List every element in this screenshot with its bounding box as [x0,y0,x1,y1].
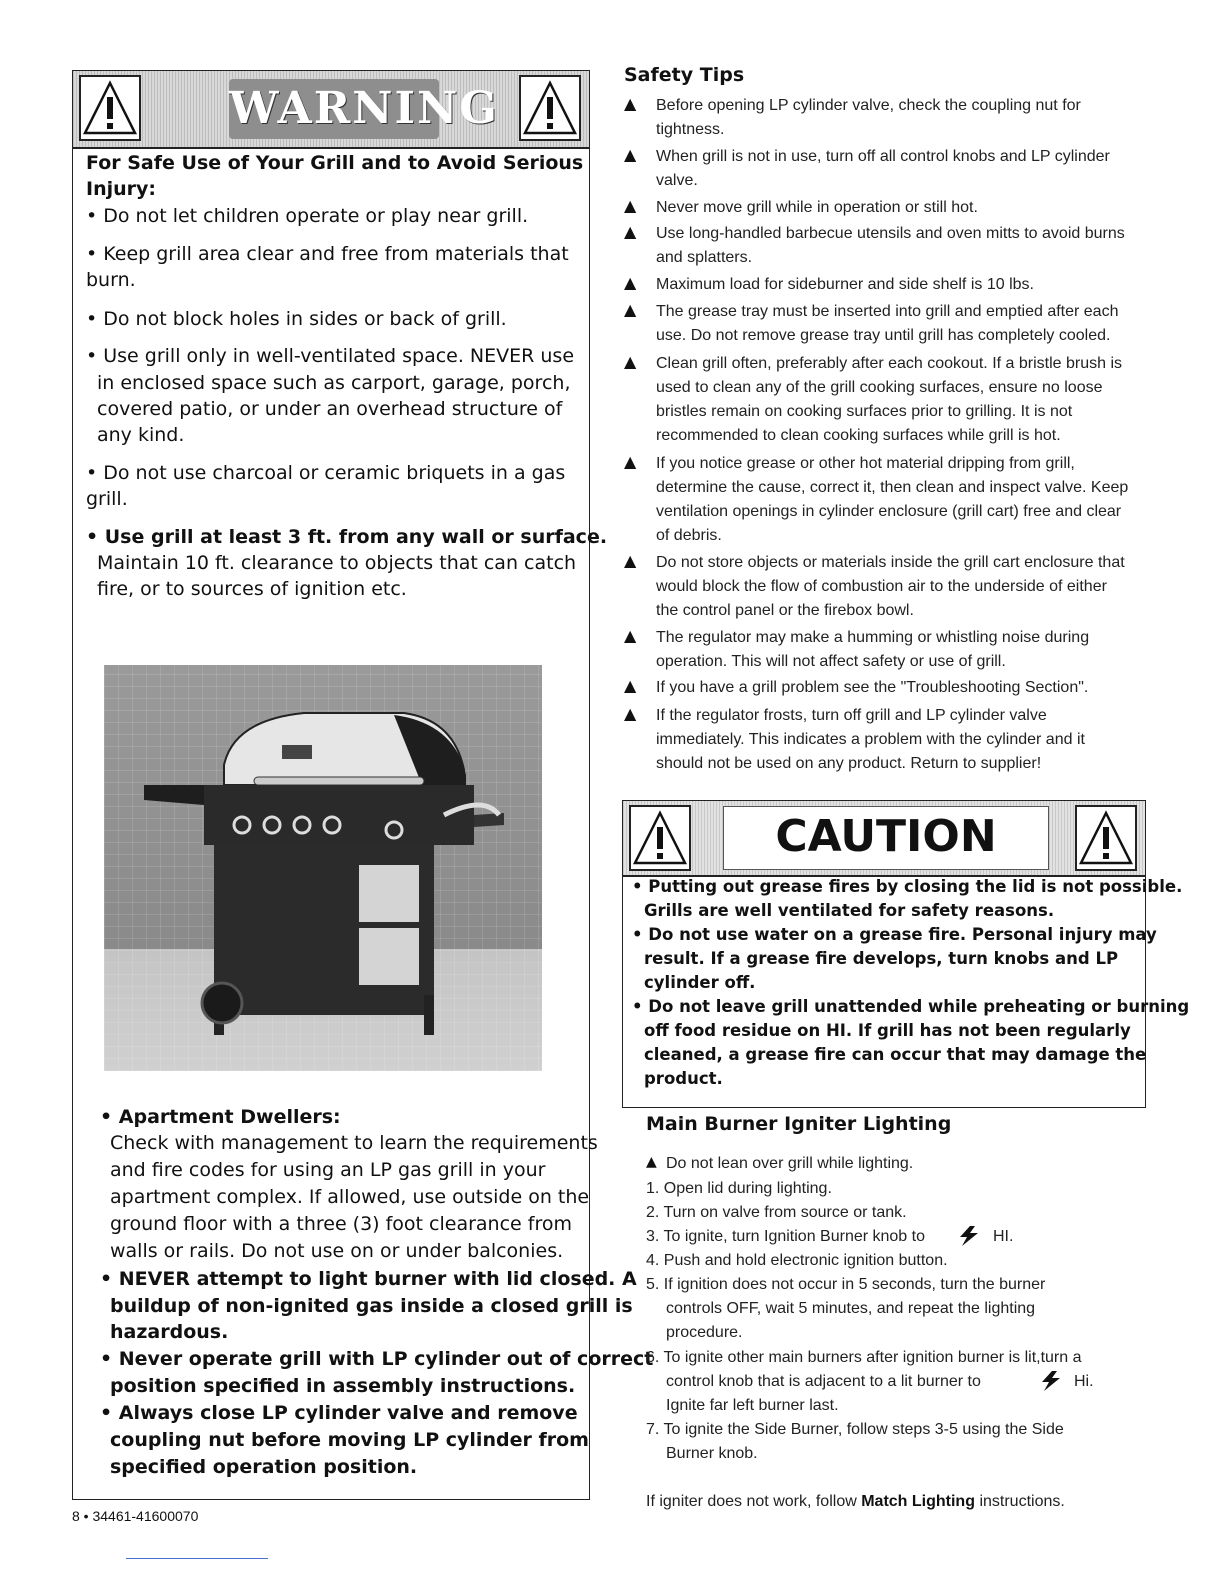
safety-tip-line: The regulator may make a humming or whistling noise during [656,629,1090,646]
warning-title-plate [229,79,499,139]
triangle-bullet-icon: ▲ [624,551,637,570]
warning-title: WARNING [229,83,499,134]
apartment-line: walls or rails. Do not use on or under balconies. [110,1240,564,1262]
triangle-bullet-icon: ▲ [624,145,637,164]
caution-triangle-right-icon [1075,805,1137,871]
caution-line: • Do not use water on a grease fire. Personal injury may [632,925,1157,944]
warning-bold-item: coupling nut before moving LP cylinder from [110,1429,589,1451]
warning-item: burn. [86,269,136,291]
safety-tip-line: Do not store objects or materials inside the grill cart enclosure that [656,554,1125,571]
safety-tip-line: of debris. [656,527,722,544]
spark-icon [1038,1371,1064,1395]
apartment-heading: • Apartment Dwellers: [100,1106,341,1128]
safety-tip-line: use. Do not remove grease tray until grill has completely cooled. [656,327,1111,344]
caution-line: • Do not leave grill unattended while preheating or burning [632,997,1190,1016]
safety-tip-line: immediately. This indicates a problem with the cylinder and it [656,731,1085,748]
warning-bold-item: hazardous. [110,1321,229,1343]
triangle-bullet-icon: ▲ [624,222,637,241]
safety-tip-line: would block the flow of combustion air to the underside of either [656,578,1107,595]
triangle-bullet-icon: ▲ [624,352,637,371]
igniter-note [646,1490,1065,1514]
igniter-line: 6. To ignite other main burners after ignition burner is lit,turn a [646,1349,1082,1366]
igniter-line: 7. To ignite the Side Burner, follow steps 3-5 using the Side [646,1421,1064,1438]
warning-bold-item: position specified in assembly instructions. [110,1375,576,1397]
safety-tip-line: ventilation openings in cylinder enclosure (grill cart) free and clear [656,503,1122,520]
warning-item: fire, or to sources of ignition etc. [97,578,407,600]
igniter-line: Do not lean over grill while lighting. [666,1155,914,1172]
triangle-bullet-icon: ▲ [624,626,637,645]
warning-bold-item: buildup of non-ignited gas inside a closed grill is [110,1295,633,1317]
triangle-bullet-icon: ▲ [624,452,637,471]
triangle-bullet-icon: ▲ [624,273,637,292]
safety-tip-line: The grease tray must be inserted into grill and emptied after each [656,303,1119,320]
page-footer: 8 • 34461-41600070 [72,1508,199,1524]
warning-item: • Do not let children operate or play near grill. [86,205,529,227]
igniter-line: control knob that is adjacent to a lit burner to [666,1373,981,1390]
igniter-line: 1. Open lid during lighting. [646,1180,832,1197]
safety-tip-line: used to clean any of the grill cooking surfaces, ensure no loose [656,379,1103,396]
warning-item: • Use grill only in well-ventilated space. NEVER use [86,345,575,367]
match-lighting-ref: Match Lighting [861,1493,975,1510]
igniter-line: Burner knob. [666,1445,758,1462]
warning-bold-item: • Always close LP cylinder valve and remove [100,1402,578,1424]
safety-tip-line: tightness. [656,121,725,138]
igniter-line: 3. To ignite, turn Ignition Burner knob to [646,1228,925,1245]
igniter-note-suffix: instructions. [979,1493,1065,1510]
triangle-bullet-icon: ▲ [624,704,637,723]
igniter-line: 5. If ignition does not occur in 5 seconds, turn the burner [646,1276,1046,1293]
warning-bold-item: • NEVER attempt to light burner with lid closed. A [100,1268,637,1290]
apartment-line: and fire codes for using an LP gas grill in your [110,1159,546,1181]
warning-heading-2: Injury: [86,178,156,200]
safety-tip-line: recommended to clean cooking surfaces while grill is hot. [656,427,1061,444]
warning-heading-1: For Safe Use of Your Grill and to Avoid Serious [86,152,584,174]
warning-item: • Keep grill area clear and free from materials that [86,243,569,265]
triangle-bullet-icon: ▲ [624,300,637,319]
apartment-line: apartment complex. If allowed, use outside on the [110,1186,590,1208]
grill-illustration [104,665,542,1071]
igniter-line: Hi. [1074,1373,1094,1390]
triangle-bullet-icon: ▲ [624,94,637,113]
caution-line: off food residue on HI. If grill has not been regularly [644,1021,1131,1040]
caution-title: CAUTION [775,811,997,862]
igniter-line: Ignite far left burner last. [666,1397,839,1414]
caution-line: result. If a grease fire develops, turn knobs and LP [644,949,1119,968]
safety-tip-line: If the regulator frosts, turn off grill and LP cylinder valve [656,707,1047,724]
igniter-title: Main Burner Igniter Lighting [646,1113,952,1135]
safety-tip-line: Before opening LP cylinder valve, check the coupling nut for [656,97,1081,114]
triangle-bullet-icon: ▲ [624,196,637,215]
apartment-line: Check with management to learn the requirements [110,1132,598,1154]
safety-tip-line: Never move grill while in operation or still hot. [656,199,978,216]
triangle-bullet-icon: ▲ [646,1154,657,1170]
caution-title-plate [723,806,1049,870]
caution-triangle-left-icon [629,805,691,871]
warning-item: Maintain 10 ft. clearance to objects that can catch [97,552,577,574]
triangle-bullet-icon: ▲ [624,676,637,695]
warning-item: • Use grill at least 3 ft. from any wall or surface. [86,526,608,548]
warning-bold-item: • Never operate grill with LP cylinder out of correct [100,1348,654,1370]
caution-line: Grills are well ventilated for safety reasons. [644,901,1055,920]
safety-tip-line: the control panel or the firebox bowl. [656,602,914,619]
safety-tip-line: Clean grill often, preferably after each cookout. If a bristle brush is [656,355,1123,372]
safety-tip-line: operation. This will not affect safety or use of grill. [656,653,1006,670]
caution-line: cleaned, a grease fire can occur that may damage the [644,1045,1147,1064]
safety-tip-line: bristles remain on cooking surfaces prior to grilling. It is not [656,403,1073,420]
warning-item: any kind. [97,424,185,446]
warning-triangle-right-icon [519,75,581,141]
safety-tip-line: Use long-handled barbecue utensils and oven mitts to avoid burns [656,225,1125,242]
safety-tip-line: If you notice grease or other hot material dripping from grill, [656,455,1075,472]
footer-rule [126,1558,268,1559]
igniter-line: 2. Turn on valve from source or tank. [646,1204,907,1221]
warning-item: covered patio, or under an overhead structure of [97,398,563,420]
safety-tip-line: If you have a grill problem see the "Troubleshooting Section". [656,679,1089,696]
igniter-line: HI. [993,1228,1014,1245]
warning-item: • Do not use charcoal or ceramic briquets in a gas [86,462,566,484]
igniter-line: controls OFF, wait 5 minutes, and repeat the lighting [666,1300,1036,1317]
caution-line: • Putting out grease fires by closing the lid is not possible. [632,877,1183,896]
safety-tip-line: Maximum load for sideburner and side shelf is 10 lbs. [656,276,1034,293]
spark-icon [956,1226,982,1250]
safety-tip-line: should not be used on any product. Return to supplier! [656,755,1042,772]
caution-header [623,801,1145,877]
safety-tip-line: When grill is not in use, turn off all control knobs and LP cylinder [656,148,1110,165]
warning-header [73,71,589,149]
igniter-line: 4. Push and hold electronic ignition button. [646,1252,948,1269]
warning-bold-item: specified operation position. [110,1456,418,1478]
igniter-note-prefix: If igniter does not work, follow [646,1493,857,1510]
safety-tip-line: valve. [656,172,698,189]
caution-line: cylinder off. [644,973,756,992]
warning-item: in enclosed space such as carport, garage, porch, [97,372,571,394]
safety-tips-title: Safety Tips [624,64,745,86]
igniter-line: procedure. [666,1324,743,1341]
warning-item: • Do not block holes in sides or back of grill. [86,308,507,330]
warning-item: grill. [86,488,128,510]
apartment-line: ground floor with a three (3) foot clearance from [110,1213,572,1235]
warning-triangle-left-icon [79,75,141,141]
safety-tip-line: determine the cause, correct it, then clean and inspect valve. Keep [656,479,1129,496]
caution-line: product. [644,1069,723,1088]
safety-tip-line: and splatters. [656,249,753,266]
